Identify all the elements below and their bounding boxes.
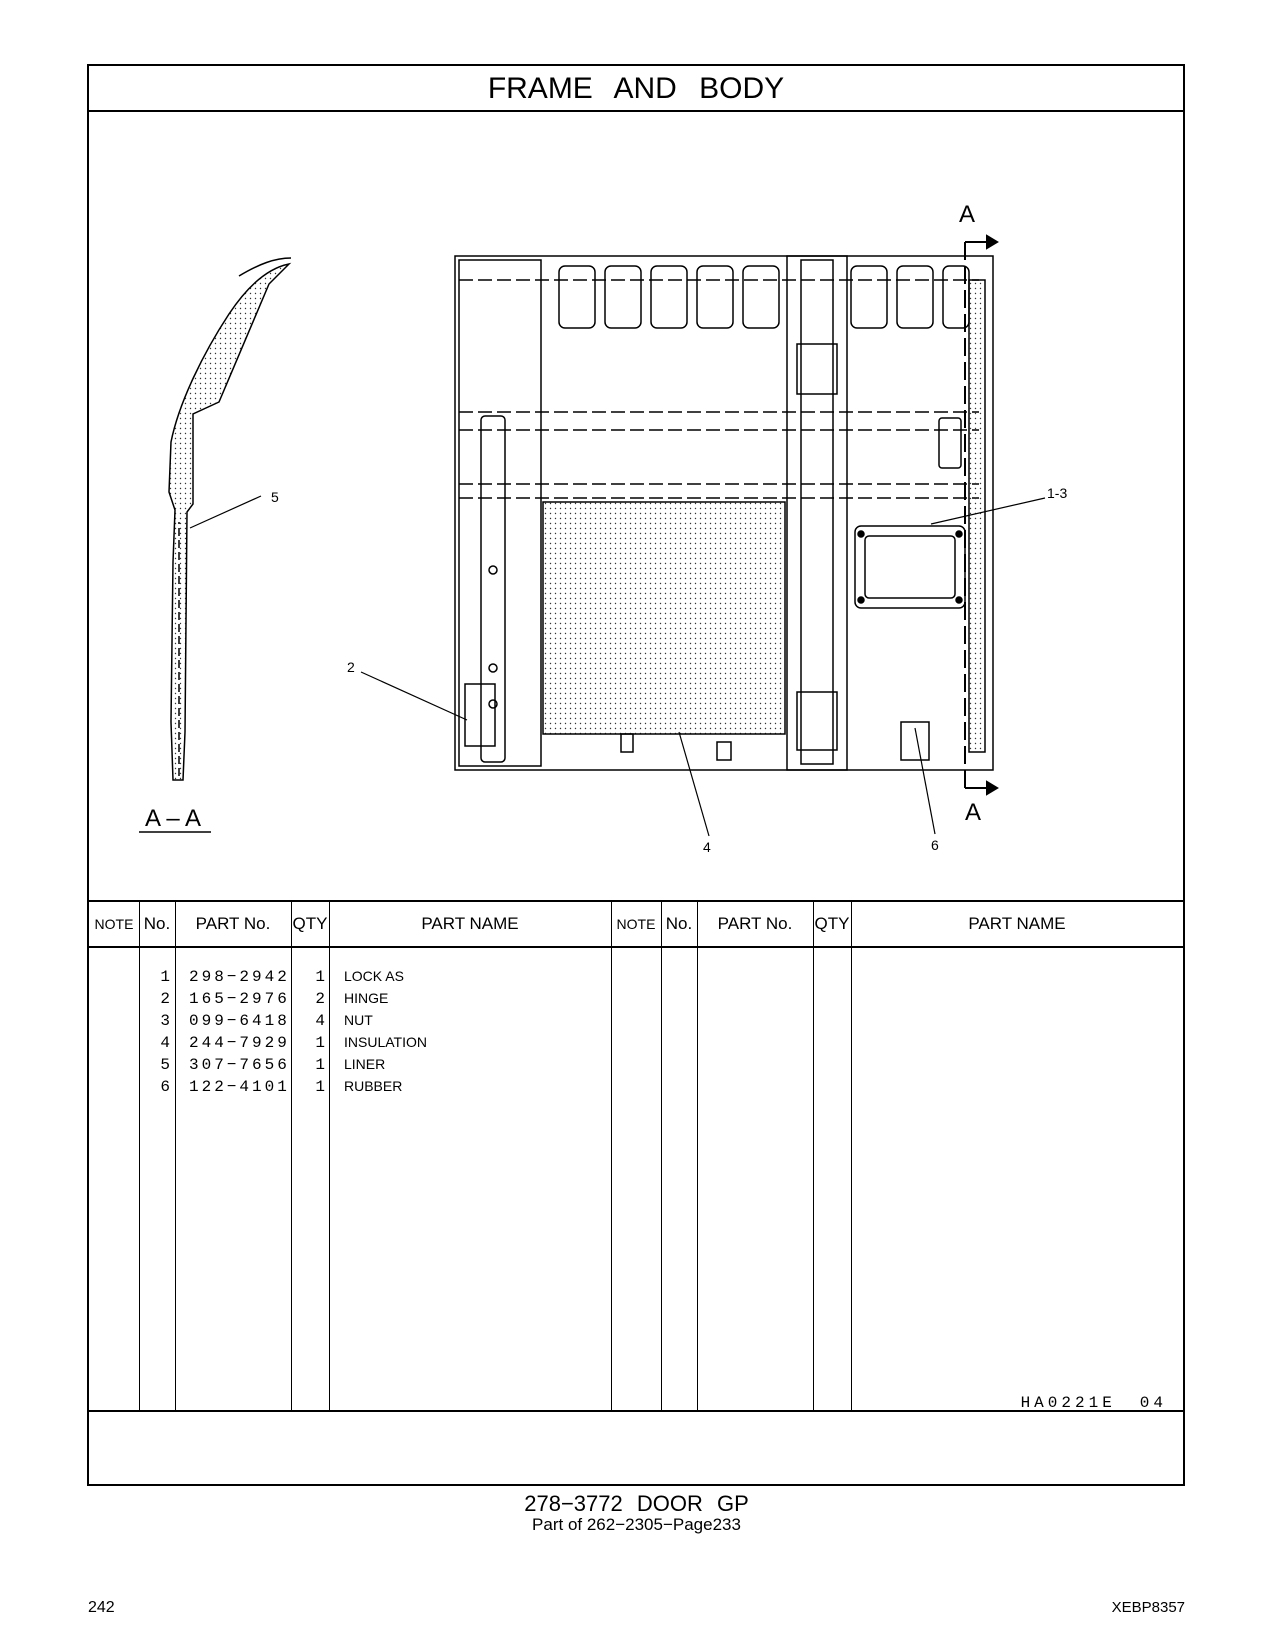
section-label: A – A — [145, 805, 202, 832]
section-marker-top: A — [959, 201, 976, 228]
row-qty: 1 — [315, 1056, 325, 1074]
col-partno-right: PART No. — [717, 914, 793, 933]
col-no-left: No. — [143, 914, 171, 933]
door-panel — [455, 256, 993, 770]
col-qty-left: QTY — [292, 914, 328, 933]
row-part-name: RUBBER — [344, 1078, 403, 1094]
table-row — [89, 1056, 689, 1079]
row-part-number: 244−7929 — [189, 1034, 290, 1052]
col-note-left: NOTE — [94, 916, 134, 932]
row-qty: 1 — [315, 1034, 325, 1052]
row-qty: 4 — [315, 1012, 325, 1030]
row-part-name: HINGE — [344, 990, 389, 1006]
row-part-name: LINER — [344, 1056, 386, 1072]
callout-1-3: 1-3 — [1047, 485, 1068, 501]
col-note-right: NOTE — [616, 916, 656, 932]
illustration-code — [1021, 1394, 1167, 1412]
section-marker-bottom: A — [965, 799, 982, 826]
assembly-title: 278−3772 DOOR GP — [524, 1491, 749, 1516]
callout-2: 2 — [347, 659, 355, 675]
row-qty: 1 — [315, 1078, 325, 1096]
page-number: 242 — [88, 1599, 115, 1616]
col-partno-left: PART No. — [195, 914, 271, 933]
table-row — [89, 990, 689, 1013]
parts-sheet — [87, 64, 1185, 1486]
col-no-right: No. — [665, 914, 693, 933]
row-part-number: 298−2942 — [189, 968, 290, 986]
row-qty: 1 — [315, 968, 325, 986]
callout-5: 5 — [271, 489, 279, 505]
illustration-code-id: HA0221E — [1020, 1394, 1116, 1412]
door-drawing-svg — [89, 112, 1183, 900]
row-no: 3 — [160, 1012, 170, 1030]
page-title: FRAME AND BODY — [89, 66, 1183, 112]
row-no: 1 — [160, 968, 170, 986]
row-part-number: 099−6418 — [189, 1012, 290, 1030]
row-part-name: NUT — [344, 1012, 373, 1028]
row-part-number: 307−7656 — [189, 1056, 290, 1074]
col-qty-right: QTY — [814, 914, 850, 933]
table-row — [89, 968, 689, 991]
callout-6: 6 — [931, 837, 939, 853]
row-part-name: LOCK AS — [344, 968, 404, 984]
parts-table-body — [89, 948, 1183, 1412]
exploded-view-drawing — [89, 112, 1183, 900]
col-partname-right: PART NAME — [968, 914, 1066, 933]
row-no: 2 — [160, 990, 170, 1008]
row-qty: 2 — [315, 990, 325, 1008]
row-no: 4 — [160, 1034, 170, 1052]
parts-table-header — [89, 900, 1183, 948]
assembly-subtitle: Part of 262−2305−Page233 — [532, 1515, 741, 1534]
table-row — [89, 1078, 689, 1101]
callout-4: 4 — [703, 839, 711, 855]
illustration-code-rev: 04 — [1139, 1394, 1167, 1412]
row-part-name: INSULATION — [344, 1034, 427, 1050]
document-id: XEBP8357 — [1111, 1599, 1185, 1616]
col-partname-left: PART NAME — [421, 914, 519, 933]
row-no: 6 — [160, 1078, 170, 1096]
row-no: 5 — [160, 1056, 170, 1074]
row-part-number: 122−4101 — [189, 1078, 290, 1096]
table-row — [89, 1012, 689, 1035]
row-part-number: 165−2976 — [189, 990, 290, 1008]
table-row — [89, 1034, 689, 1057]
section-profile — [169, 258, 291, 780]
